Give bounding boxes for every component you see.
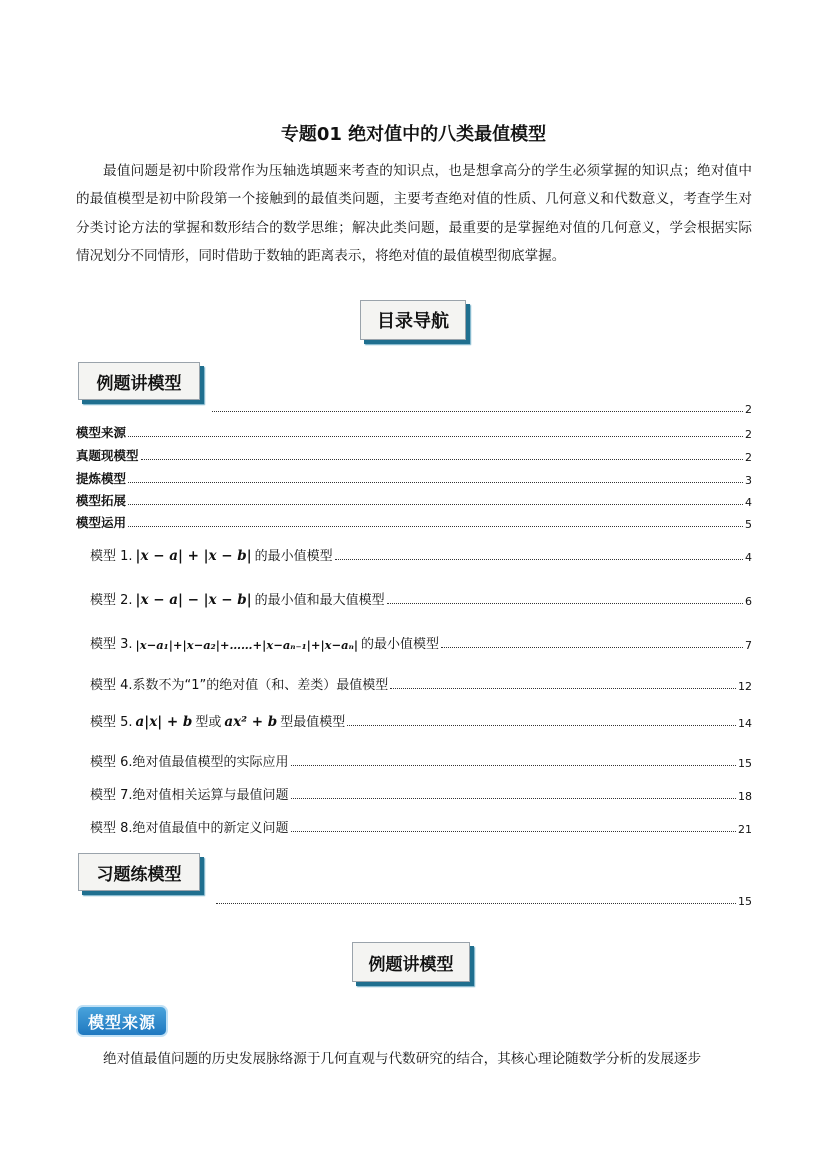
toc-label: 模型来源 [76, 425, 127, 440]
leader-dots [335, 559, 743, 560]
model-prefix: 模型 6. [90, 755, 133, 770]
section-header-box: 例题讲模型 [352, 942, 470, 982]
toc-page: 7 [745, 639, 752, 652]
model-title: 绝对值最值中的新定义问题 [132, 821, 289, 836]
leader-dots [441, 647, 743, 648]
toc-page: 15 [738, 895, 752, 908]
toc-label: 提炼模型 [76, 471, 127, 486]
model-source-badge: 模型来源 [76, 1005, 168, 1037]
model-title: 的最小值和最大值模型 [254, 593, 385, 608]
model-prefix: 模型 8. [90, 821, 133, 836]
leader-dots [291, 798, 736, 799]
toc-model-3[interactable] [90, 634, 752, 652]
toc-item-application[interactable] [76, 513, 752, 531]
leader-dots [128, 482, 743, 483]
leader-dots [128, 526, 743, 527]
toc-header-box: 目录导航 [360, 300, 466, 340]
section2-toc-line[interactable] [214, 890, 752, 908]
model-prefix: 模型 5. [90, 715, 133, 730]
model-formula: |x − a| − |x − b| [135, 592, 252, 608]
leader-dots [387, 603, 743, 604]
toc-model-2[interactable] [90, 590, 752, 608]
model-formula: a|x| + b [135, 714, 193, 730]
toc-model-8[interactable] [90, 818, 752, 836]
toc-item-model-source[interactable] [76, 423, 752, 441]
model-prefix: 模型 2. [90, 593, 133, 608]
toc-page: 2 [745, 428, 752, 441]
model-title: 绝对值相关运算与最值问题 [132, 788, 289, 803]
leader-dots [347, 725, 736, 726]
model-prefix: 模型 3. [90, 637, 133, 652]
toc-model-1[interactable] [90, 546, 752, 564]
leader-dots [212, 411, 743, 412]
page-title: 专题01 绝对值中的八类最值模型 [280, 124, 547, 145]
model-formula: |x − a| + |x − b| [135, 548, 252, 564]
toc-item-real-exam[interactable] [76, 446, 752, 464]
section2-box: 习题练模型 [78, 853, 200, 891]
leader-dots [216, 903, 736, 904]
body-paragraph: 绝对值最值问题的历史发展脉络源于几何直观与代数研究的结合，其核心理论随数学分析的发展逐步 [103, 1051, 702, 1067]
leader-dots [128, 504, 743, 505]
toc-model-7[interactable] [90, 785, 752, 803]
toc-model-6[interactable] [90, 752, 752, 770]
toc-label: 真题现模型 [76, 448, 139, 463]
toc-page: 15 [738, 757, 752, 770]
toc-model-4[interactable] [90, 675, 752, 693]
model-title: 的最小值模型 [361, 637, 440, 652]
toc-page: 18 [738, 790, 752, 803]
leader-dots [390, 688, 736, 689]
toc-page: 2 [745, 451, 752, 464]
toc-label: 模型运用 [76, 515, 127, 530]
toc-page: 2 [745, 403, 752, 416]
model-prefix: 模型 4. [90, 678, 133, 693]
section1-toc-line[interactable] [210, 398, 752, 416]
model-title: 绝对值最值模型的实际应用 [132, 755, 289, 770]
model-formula: |x−a₁|+|x−a₂|+……+|x−aₙ₋₁|+|x−aₙ| [135, 638, 359, 652]
leader-dots [141, 459, 743, 460]
toc-page: 21 [738, 823, 752, 836]
toc-page: 4 [745, 496, 752, 509]
toc-page: 12 [738, 680, 752, 693]
leader-dots [128, 436, 743, 437]
leader-dots [291, 831, 736, 832]
toc-page: 4 [745, 551, 752, 564]
section1-box: 例题讲模型 [78, 362, 200, 400]
toc-page: 14 [738, 717, 752, 730]
model-prefix: 模型 1. [90, 549, 133, 564]
model-formula-2: ax² + b [224, 714, 278, 730]
toc-item-refine[interactable] [76, 469, 752, 487]
toc-page: 5 [745, 518, 752, 531]
leader-dots [291, 765, 736, 766]
toc-label: 模型拓展 [76, 493, 127, 508]
toc-item-extension[interactable] [76, 491, 752, 509]
toc-page: 6 [745, 595, 752, 608]
model-title: 的最小值模型 [254, 549, 333, 564]
toc-model-5[interactable] [90, 712, 752, 730]
model-title: 系数不为“1”的绝对值（和、差类）最值模型 [132, 678, 389, 693]
model-prefix: 模型 7. [90, 788, 133, 803]
model-title: 型或 [195, 715, 222, 730]
model-title-2: 型最值模型 [280, 715, 346, 730]
toc-page: 3 [745, 474, 752, 487]
intro-paragraph: 最值问题是初中阶段常作为压轴选填题来考查的知识点，也是想拿高分的学生必须掌握的知识点；绝对值中的最值模型是初中阶段第一个接触到的最值类问题，主要考查绝对值的性质、几何意义和代数意义，考查学生对分类讨论方法的掌握和数形结合的数学思维；解决此类问题，最重要的是掌握绝对值的几何意义，学会根据实际情况划分不同情形，同时借助于数轴的距离表示，将绝对值的最值模型彻底掌握。 [76, 163, 752, 265]
